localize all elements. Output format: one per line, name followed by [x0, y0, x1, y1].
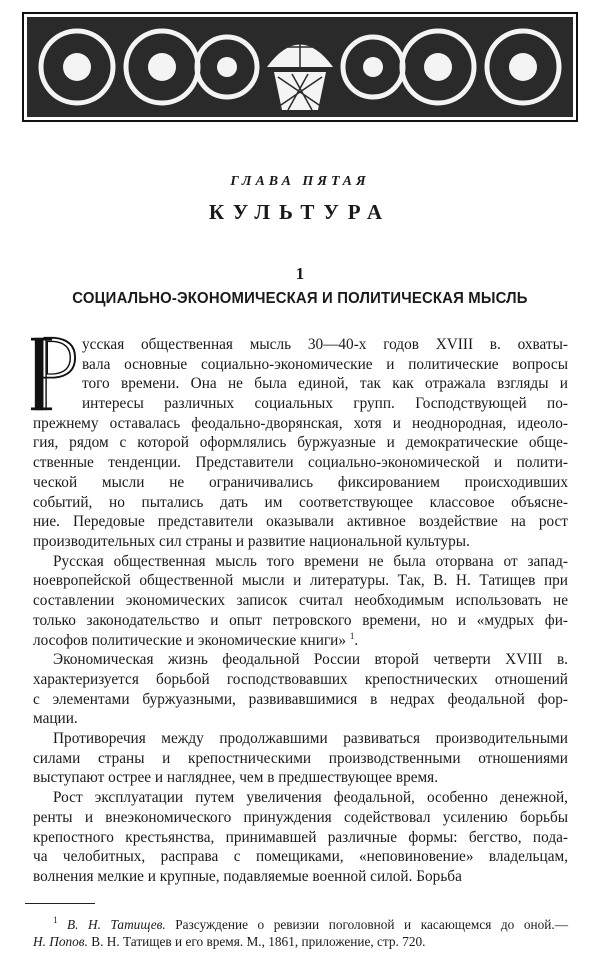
text-line [33, 847, 568, 866]
footnote-line [53, 916, 568, 933]
footnote-author: В. Н. Татищев. [67, 917, 166, 932]
text-line [53, 788, 568, 807]
text-line [33, 709, 568, 728]
text-line-content: того времени. Она не была единой, так как отражала взгляды и [82, 375, 568, 392]
text-line-content: прежнему оставалась феодально-дворянская, хотя и неоднородная, идеоло- [33, 415, 568, 432]
text-line-content: гия, рядом с которой оформлялись буржуазные и демократические обще- [33, 434, 568, 451]
text-line [33, 749, 568, 768]
text-line [33, 591, 568, 610]
text-line-content: вала основные социально-экономические и политические вопросы [82, 356, 568, 373]
footnote-text: Разсуждение о ревизии поголовной и касающемся до оной.— [175, 917, 568, 932]
text-line-content: характеризуется борьбой господствовавших крепостнических отношений [33, 671, 568, 688]
text-line [53, 650, 568, 669]
text-line-content: ние. Передовые представители оказывали активное воздействие на рост [33, 513, 568, 530]
text-line-content: ча челобитных, расправа с помещиками, «неповиновение» владельцам, [33, 848, 568, 865]
text-line [33, 631, 568, 650]
text-line-content: ческой мысли не ограничивались фиксированием происходивших [33, 474, 568, 491]
text-line [53, 729, 568, 748]
footnote-line [33, 933, 568, 950]
text-line [33, 808, 568, 827]
text-line-content: только законодательство и опыт петровского времени, но и «мудрых фи- [33, 612, 568, 629]
text-line [33, 690, 568, 709]
text-line [33, 453, 568, 472]
text-line [33, 867, 568, 886]
text-line [33, 512, 568, 531]
text-line-content: ственные тенденции. Представители социально-экономической и полити- [33, 454, 568, 471]
text-line [33, 611, 568, 630]
chapter-label: ГЛАВА ПЯТАЯ [230, 174, 370, 189]
text-line-content: Противоречия между продолжавшими развиваться производительными [53, 730, 568, 747]
footnote-divider [25, 903, 95, 904]
text-line-content: мации. [33, 710, 78, 727]
text-line-content: составлении экономических записок считал необходимым использовать не [33, 592, 568, 609]
text-line-content: производительных сил страны и развитие национальной культуры. [33, 533, 470, 550]
decorative-ornament-banner [22, 12, 578, 122]
text-line-content: событий, но пытались дать им соответствующее классовое объясне- [33, 494, 568, 511]
text-line [33, 414, 568, 433]
text-line-content: усская общественная мысль 30—40-х годов XVIII в. охваты- [82, 336, 568, 353]
text-line [82, 374, 568, 393]
text-line-content: крепостного крестьянства, принимавшей различные формы: бегство, пода- [33, 829, 568, 846]
text-line [82, 335, 568, 354]
text-line-content: ноевропейской общественной мысли и литературы. Так, В. Н. Татищев при [33, 572, 568, 589]
text-line-content: Экономическая жизнь феодальной России второй четверти XVIII в. [53, 651, 568, 668]
footnote-text: В. Н. Татищев и его время. М., 1861, приложение, стр. 720. [91, 934, 426, 949]
drop-cap-letter [31, 336, 77, 412]
text-line [33, 532, 568, 551]
text-line [33, 670, 568, 689]
text-line [33, 433, 568, 452]
text-line-content: лософов политические и экономические книги» [33, 632, 347, 649]
text-line-content: ренты и внеэкономического принуждения содействовал усилению борьбы [33, 809, 568, 826]
chapter-title: КУЛЬТУРА [208, 200, 392, 224]
text-line-content: с элементами буржуазными, развивавшимися в недрах феодальной фор- [33, 691, 568, 708]
text-line [53, 552, 568, 571]
footnote-author: Н. Попов. [33, 934, 88, 949]
section-title: СОЦИАЛЬНО-ЭКОНОМИЧЕСКАЯ И ПОЛИТИЧЕСКАЯ МЫСЛЬ [72, 290, 528, 307]
text-line-content: Рост эксплуатации путем увеличения феодальной, особенно денежной, [53, 789, 568, 806]
footnote-reference[interactable]: 1 [349, 631, 355, 641]
text-line-content: волнения мелкие и крупные, подавляемые военной силой. Борьба [33, 868, 462, 885]
text-line-content: Русская общественная мысль того времени не была оторвана от запад- [53, 553, 568, 570]
footnote-marker: 1 [53, 915, 58, 925]
text-line [33, 768, 568, 787]
text-line [33, 828, 568, 847]
text-line-content: интересы различных социальных групп. Господствующей по- [82, 395, 568, 412]
text-line [82, 394, 568, 413]
text-line [33, 493, 568, 512]
text-line [33, 571, 568, 590]
text-line [82, 355, 568, 374]
section-number: 1 [295, 264, 305, 283]
text-line-content: силами страны и крепостническими производственными отношениями [33, 750, 568, 767]
punctuation: . [354, 632, 359, 649]
text-line-content: выступают острее и нагляднее, чем в предшествующее время. [33, 769, 439, 786]
text-line [33, 473, 568, 492]
